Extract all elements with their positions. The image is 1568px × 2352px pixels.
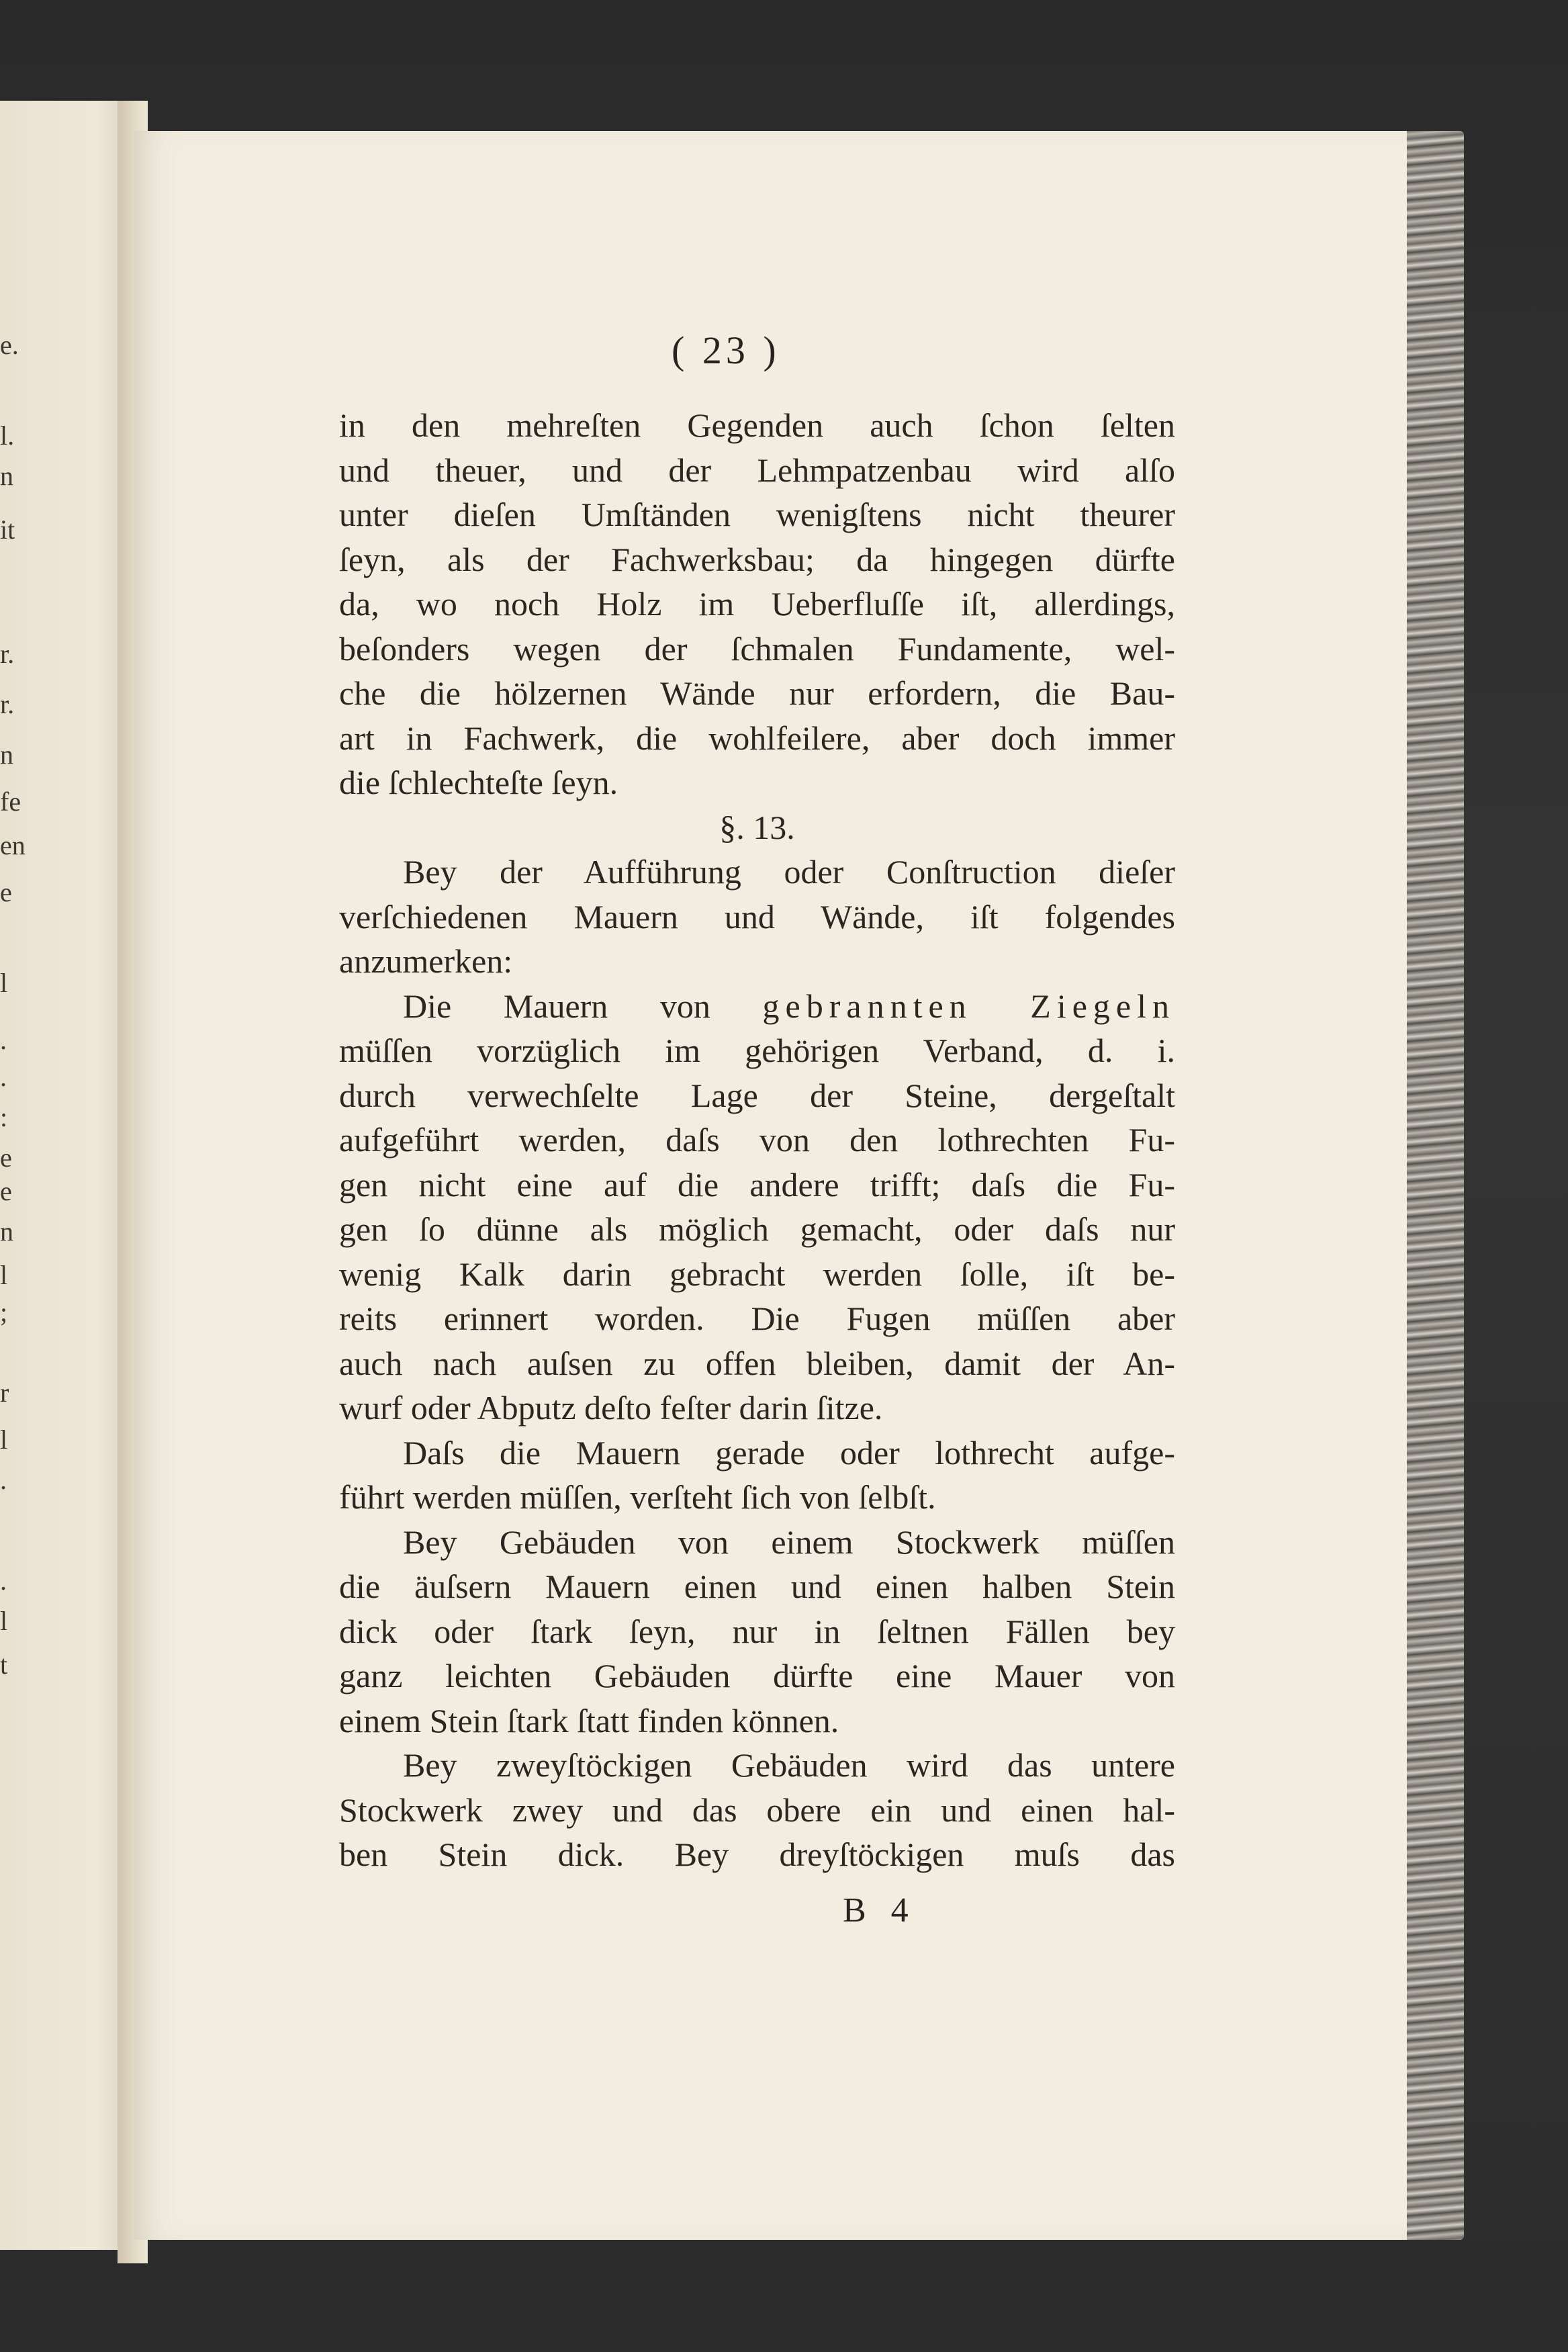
text-line: durch verwechſelte Lage der Steine, dergeſtalt <box>339 1076 1175 1114</box>
signature-mark: B 4 <box>843 1891 917 1930</box>
text-line: auch nach auſsen zu offen bleiben, damit der An- <box>339 1344 1175 1382</box>
text-line: wurf oder Abputz deſto feſter darin ſitze. <box>339 1389 883 1427</box>
text-line: Stockwerk zwey und das obere ein und einen hal- <box>339 1791 1175 1829</box>
margin-fragment: e <box>0 877 12 907</box>
margin-fragment: n <box>0 461 13 491</box>
margin-fragment: ; <box>0 1297 8 1327</box>
margin-fragment: l. <box>0 420 15 451</box>
text-line: aufgeführt werden, daſs von den lothrechten Fu- <box>339 1121 1175 1159</box>
page-body <box>339 403 1175 1877</box>
text-line: Bey zweyſtöckigen Gebäuden wird das untere <box>403 1746 1175 1784</box>
text-line: Daſs die Mauern gerade oder lothrecht aufge- <box>403 1433 1175 1472</box>
text-line: in den mehreſten Gegenden auch ſchon ſelten <box>339 406 1175 444</box>
text-line: beſonders wegen der ſchmalen Fundamente, wel- <box>339 629 1175 668</box>
margin-fragment: t <box>0 1649 8 1680</box>
margin-fragment: n <box>0 739 13 770</box>
text-line: ſeyn, als der Fachwerksbau; da hingegen dürfte <box>339 540 1175 578</box>
section-heading: §. 13. <box>719 808 795 846</box>
margin-fragment: l <box>0 1606 8 1636</box>
margin-fragment: : <box>0 1102 8 1132</box>
text-line: gen ſo dünne als möglich gemacht, oder daſs nur <box>339 1210 1175 1248</box>
text-line: che die hölzernen Wände nur erfordern, die Bau- <box>339 674 1175 712</box>
margin-fragment: . <box>0 1566 7 1596</box>
margin-fragment: r. <box>0 689 15 719</box>
margin-fragment: e. <box>0 330 19 360</box>
text-line: da, wo noch Holz im Ueberfluſſe iſt, allerdings, <box>339 585 1175 623</box>
margin-fragment: r. <box>0 639 15 669</box>
margin-fragment: . <box>0 1025 7 1055</box>
margin-fragment: l <box>0 1260 8 1290</box>
margin-fragment: n <box>0 1216 13 1247</box>
text-line: art in Fachwerk, die wohlfeilere, aber doch immer <box>339 719 1175 757</box>
text-line: führt werden müſſen, verſteht ſich von ſelbſt. <box>339 1478 936 1516</box>
text-line-spaced: Die Mauern von gebrannten Ziegeln <box>403 987 1175 1025</box>
margin-fragment: r <box>0 1377 9 1408</box>
text-line: müſſen vorzüglich im gehörigen Verband, d. i. <box>339 1032 1175 1069</box>
text-line: ganz leichten Gebäuden dürfte eine Mauer von <box>339 1657 1175 1694</box>
margin-fragment: it <box>0 514 15 545</box>
text-line: die äuſsern Mauern einen und einen halben Stein <box>339 1568 1175 1605</box>
margin-fragment: . <box>0 1465 7 1495</box>
text-line: Bey Gebäuden von einem Stockwerk müſſen <box>403 1523 1175 1561</box>
margin-fragment: e <box>0 1176 12 1206</box>
margin-fragment: . <box>0 1062 7 1092</box>
text-line: gen nicht eine auf die andere trifft; daſs die Fu- <box>339 1165 1175 1204</box>
text-line: dick oder ſtark ſeyn, nur in ſeltnen Fällen bey <box>339 1612 1175 1650</box>
margin-fragment: l <box>0 968 8 998</box>
emphasized-phrase: gebrannten Ziegeln <box>762 987 1175 1025</box>
text-line: Bey der Aufführung oder Conſtruction dieſer <box>403 853 1175 891</box>
margin-fragment: fe <box>0 786 21 817</box>
text-line: einem Stein ſtark ſtatt finden können. <box>339 1701 839 1739</box>
text-line: ben Stein dick. Bey dreyſtöckigen muſs das <box>339 1836 1175 1873</box>
text-line: und theuer, und der Lehmpatzenbau wird alſo <box>339 451 1175 489</box>
text-line: die ſchlechteſte ſeyn. <box>339 764 618 801</box>
text-line: verſchiedenen Mauern und Wände, iſt folgendes <box>339 897 1175 936</box>
text-line: reits erinnert worden. Die Fugen müſſen aber <box>339 1300 1175 1337</box>
margin-fragment: e <box>0 1142 12 1173</box>
book-fore-edge <box>1400 131 1464 2240</box>
margin-fragment: en <box>0 830 26 860</box>
page-header: ( 23 ) <box>672 328 780 372</box>
text-line: anzumerken: <box>339 942 513 980</box>
text-line: wenig Kalk darin gebracht werden ſolle, iſt be- <box>339 1255 1175 1293</box>
text-line: unter dieſen Umſtänden wenigſtens nicht theurer <box>339 496 1175 533</box>
margin-fragment: l <box>0 1424 8 1455</box>
